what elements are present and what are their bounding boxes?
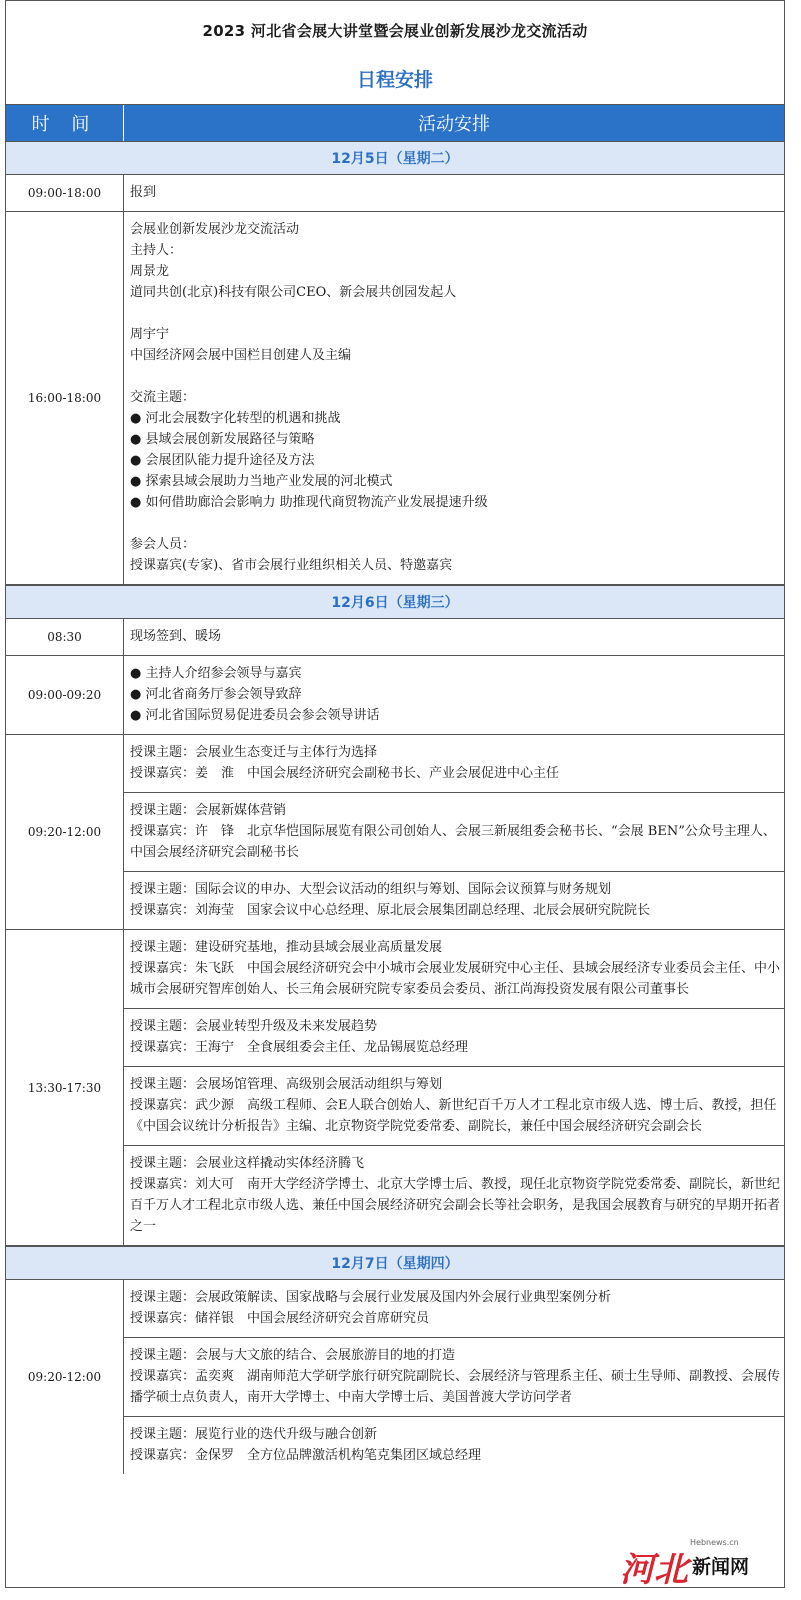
time-cell: 09:00-18:00 bbox=[6, 175, 124, 211]
activity-line: 授课主题：建设研究基地，推动县域会展业高质量发展 bbox=[130, 940, 443, 955]
session-block bbox=[124, 735, 784, 792]
table-header bbox=[6, 105, 784, 141]
page-title: 2023 河北省会展大讲堂暨会展业创新发展沙龙交流活动 bbox=[202, 22, 588, 40]
logo-mark: 河北 bbox=[620, 1550, 688, 1590]
activity-line: ● 如何借助廊洽会影响力 助推现代商贸物流产业发展提速升级 bbox=[130, 495, 488, 510]
time-cell: 08:30 bbox=[6, 619, 124, 655]
day-header: 12月5日（星期二） bbox=[6, 141, 784, 175]
activity-line: 周景龙 bbox=[130, 264, 170, 279]
activity-cell bbox=[124, 930, 784, 1245]
activity-column-header: 活动安排 bbox=[418, 114, 490, 135]
activity-line: 授课嘉宾(专家)、省市会展行业组织相关人员、特邀嘉宾 bbox=[130, 558, 453, 573]
activity-line: 主持人： bbox=[130, 243, 183, 258]
blank-line bbox=[130, 303, 784, 324]
activity-line: 授课嘉宾：刘海莹 国家会议中心总经理、原北辰会展集团副总经理、北辰会展研究院院长 bbox=[130, 903, 651, 918]
title-box bbox=[6, 1, 784, 105]
session-block bbox=[124, 212, 784, 584]
schedule-row bbox=[6, 1280, 784, 1474]
activity-line: 授课嘉宾：姜 淮 中国会展经济研究会副秘书长、产业会展促进中心主任 bbox=[130, 766, 560, 781]
time-column-header: 时 间 bbox=[6, 105, 124, 141]
blank-line bbox=[130, 513, 784, 534]
activity-line: 授课主题：会展业生态变迁与主体行为选择 bbox=[130, 745, 378, 760]
activity-cell bbox=[124, 175, 784, 211]
activity-line: 交流主题： bbox=[130, 390, 196, 405]
activity-line: 授课主题：展览行业的迭代升级与融合创新 bbox=[130, 1427, 378, 1442]
activity-line: ● 河北会展数字化转型的机遇和挑战 bbox=[130, 411, 341, 426]
session-block bbox=[124, 871, 784, 929]
activity-line: ● 县域会展创新发展路径与策略 bbox=[130, 432, 315, 447]
time-cell: 09:20-12:00 bbox=[6, 735, 124, 929]
schedule-body bbox=[6, 141, 784, 1474]
activity-line: 授课嘉宾：刘大可 南开大学经济学博士、北京大学博士后、教授，现任北京物资学院党委常委、副院长，新世纪百千万人才工程北京市级人选、兼任中国会展经济研究会副会长等社会职务，是我国会展教育与研究的早期开拓者之一 bbox=[130, 1177, 781, 1234]
activity-line: 授课主题：会展场馆管理、高级别会展活动组织与筹划 bbox=[130, 1077, 443, 1092]
activity-line: 授课主题：会展与大文旅的结合、会展旅游目的地的打造 bbox=[130, 1348, 456, 1363]
session-block bbox=[124, 1416, 784, 1474]
session-block bbox=[124, 1008, 784, 1066]
activity-line: 授课主题：会展业这样撬动实体经济腾飞 bbox=[130, 1156, 365, 1171]
time-cell: 16:00-18:00 bbox=[6, 212, 124, 584]
activity-line: ● 河北省商务厅参会领导致辞 bbox=[130, 687, 302, 702]
time-cell: 09:20-12:00 bbox=[6, 1280, 124, 1474]
schedule-row bbox=[6, 930, 784, 1246]
day-header: 12月7日（星期四） bbox=[6, 1246, 784, 1280]
session-block bbox=[124, 1280, 784, 1337]
activity-line: 会展业创新发展沙龙交流活动 bbox=[130, 222, 300, 237]
activity-cell bbox=[124, 619, 784, 655]
activity-line: 授课嘉宾：武少源 高级工程师、会E人联合创始人、新世纪百千万人才工程北京市级人选、博士后、教授，担任《中国会议统计分析报告》主编、北京物资学院党委常委、副院长，兼任中国会展经济研究会副会长 bbox=[130, 1098, 777, 1134]
schedule-row bbox=[6, 735, 784, 930]
schedule-row bbox=[6, 212, 784, 585]
activity-line: 授课嘉宾：许 锋 北京华恺国际展览有限公司创始人、会展三新展组委会秘书长、“会展 BEN”公众号主理人、中国会展经济研究会副秘书长 bbox=[130, 824, 776, 860]
activity-line: 授课主题：国际会议的申办、大型会议活动的组织与筹划、国际会议预算与财务规划 bbox=[130, 882, 612, 897]
activity-line: 授课嘉宾：孟奕爽 湖南师范大学研学旅行研究院副院长、会展经济与管理系主任、硕士生导师、副教授、会展传播学硕士点负责人，南开大学博士、中南大学博士后、美国普渡大学访问学者 bbox=[130, 1369, 781, 1405]
session-block bbox=[124, 930, 784, 1008]
session-block bbox=[124, 656, 784, 734]
session-block bbox=[124, 792, 784, 871]
activity-cell bbox=[124, 212, 784, 584]
activity-line: ● 探索县域会展助力当地产业发展的河北模式 bbox=[130, 474, 393, 489]
schedule-row bbox=[6, 656, 784, 735]
activity-line: 中国经济网会展中国栏目创建人及主编 bbox=[130, 348, 352, 363]
hebnews-logo bbox=[620, 1538, 770, 1590]
activity-line: 授课嘉宾：储祥银 中国会展经济研究会首席研究员 bbox=[130, 1311, 430, 1326]
activity-line: 道同共创(北京)科技有限公司CEO、新会展共创园发起人 bbox=[130, 285, 457, 300]
activity-line: ● 会展团队能力提升途径及方法 bbox=[130, 453, 315, 468]
schedule-sheet bbox=[5, 0, 785, 1588]
activity-line: 授课主题：会展政策解读、国家战略与会展行业发展及国内外会展行业典型案例分析 bbox=[130, 1290, 612, 1305]
activity-line: 授课嘉宾：金保罗 全方位品牌激活机构笔克集团区域总经理 bbox=[130, 1448, 482, 1463]
activity-cell bbox=[124, 1280, 784, 1474]
activity-line: 现场签到、暖场 bbox=[130, 629, 222, 644]
activity-cell bbox=[124, 735, 784, 929]
session-block bbox=[124, 619, 784, 655]
session-block bbox=[124, 1145, 784, 1245]
session-block bbox=[124, 175, 784, 211]
activity-line: 授课主题：会展新媒体营销 bbox=[130, 803, 287, 818]
logo-site: Hebnews.cn bbox=[690, 1538, 739, 1547]
logo-text: 新闻网 bbox=[692, 1556, 750, 1578]
day-header: 12月6日（星期三） bbox=[6, 585, 784, 619]
blank-line bbox=[130, 366, 784, 387]
activity-line: 参会人员： bbox=[130, 537, 196, 552]
activity-line: 授课嘉宾：王海宁 全食展组委会主任、龙品锡展览总经理 bbox=[130, 1040, 469, 1055]
activity-line: ● 主持人介绍参会领导与嘉宾 bbox=[130, 666, 302, 681]
activity-line: 授课主题：会展业转型升级及未来发展趋势 bbox=[130, 1019, 378, 1034]
session-block bbox=[124, 1337, 784, 1416]
time-cell: 13:30-17:30 bbox=[6, 930, 124, 1245]
activity-line: 报到 bbox=[130, 185, 157, 200]
activity-line: 授课嘉宾：朱飞跃 中国会展经济研究会中小城市会展业发展研究中心主任、县域会展经济专业委员会主任、中小城市会展研究智库创始人、长三角会展研究院专家委员会委员、浙江尚海投资发展有限公司董事长 bbox=[130, 961, 781, 997]
activity-line: 周宇宁 bbox=[130, 327, 170, 342]
session-block bbox=[124, 1066, 784, 1145]
time-cell: 09:00-09:20 bbox=[6, 656, 124, 734]
activity-cell bbox=[124, 656, 784, 734]
schedule-row bbox=[6, 175, 784, 212]
page-subtitle: 日程安排 bbox=[356, 69, 433, 91]
schedule-row bbox=[6, 619, 784, 656]
activity-line: ● 河北省国际贸易促进委员会参会领导讲话 bbox=[130, 708, 380, 723]
